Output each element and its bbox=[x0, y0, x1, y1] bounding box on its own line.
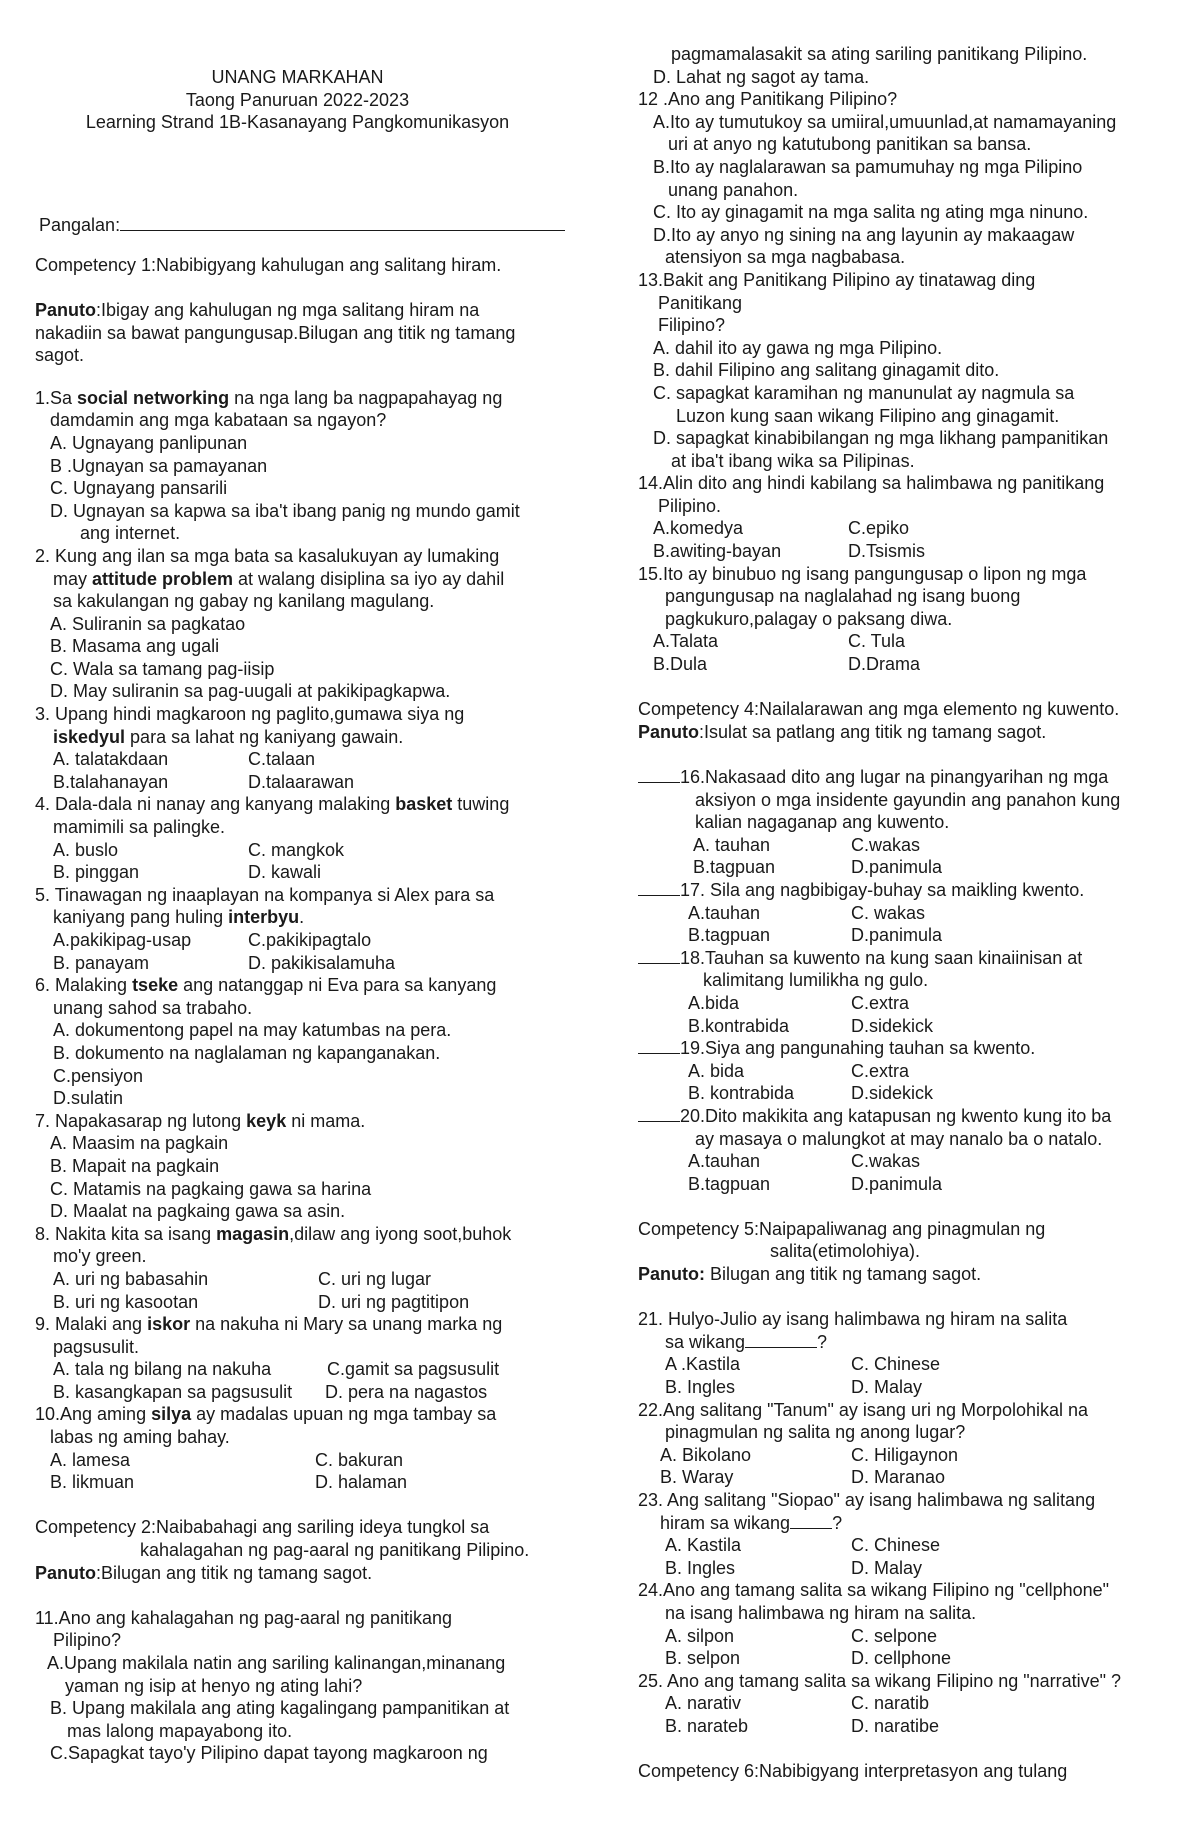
question-21: 21. Hulyo-Julio ay isang halimbawa ng hiram na salita sa wikang ? A .Kastila C. Chinese B. Ingles D. Malay bbox=[638, 1309, 1068, 1398]
question-9: 9. Malaki ang iskor na nakuha ni Mary sa unang marka ng pagsusulit. A. tala ng bilang na nakuha C.gamit sa pagsusulit B. kasangkapan sa pagsusulit D. pera na nagastos bbox=[35, 1314, 503, 1402]
option[interactable]: A.Upang makilala natin ang sariling kalinangan,minanang bbox=[47, 1653, 506, 1673]
option[interactable]: B. likmuan bbox=[50, 1472, 135, 1493]
option[interactable]: C. Matamis na pagkaing gawa sa harina bbox=[50, 1178, 372, 1199]
option[interactable]: C. selpone bbox=[851, 1625, 938, 1646]
option[interactable]: B. narateb bbox=[665, 1715, 749, 1736]
option: B. kontrabida bbox=[688, 1083, 795, 1104]
question-20: 20.Dito makikita ang katapusan ng kwento kung ito ba ay masaya o malungkot at may nanalo ba o natalo. A.tauhan C.wakas B.tagpuan D.panimula bbox=[638, 1105, 1183, 1195]
option[interactable]: A. dahil ito ay gawa ng mga Pilipino. bbox=[653, 337, 943, 358]
option[interactable]: D.sulatin bbox=[53, 1088, 124, 1109]
option[interactable]: C.pakikipagtalo bbox=[248, 930, 372, 950]
question-17: 17. Sila ang nagbibigay-buhay sa maikling kwento. A.tauhan C. wakas B.tagpuan D.panimula bbox=[638, 879, 1183, 947]
option[interactable]: B. Masama ang ugali bbox=[50, 636, 220, 657]
option[interactable]: D. kawali bbox=[248, 862, 322, 883]
option[interactable]: C. Chinese bbox=[851, 1535, 941, 1556]
option[interactable]: C.Sapagkat tayo'y Pilipino dapat tayong magkaroon ng bbox=[50, 1743, 488, 1764]
option[interactable]: D. cellphone bbox=[851, 1648, 952, 1669]
option[interactable]: B.awiting-bayan bbox=[653, 541, 782, 562]
option: B.tagpuan bbox=[693, 857, 776, 878]
question-10: 10.Ang aming silya ay madalas upuan ng mga tambay sa labas ng aming bahay. A. lamesa C. bakuran B. likmuan D. halaman bbox=[35, 1404, 497, 1493]
answer-blank[interactable] bbox=[790, 1512, 832, 1529]
option[interactable]: D. Maranao bbox=[851, 1467, 946, 1488]
option[interactable]: C. naratib bbox=[851, 1693, 930, 1714]
question-7: 7. Napakasarap ng lutong keyk ni mama. A. Maasim na pagkain B. Mapait na pagkain C. Matamis na pagkaing gawa sa harina D. Maalat na pagkaing gawa sa asin. bbox=[35, 1110, 580, 1223]
option[interactable]: A.pakikipag-usap bbox=[53, 930, 192, 950]
option[interactable]: B. pinggan bbox=[53, 862, 140, 883]
option[interactable]: C. Hiligaynon bbox=[851, 1444, 959, 1465]
panuto-1: Panuto:Ibigay ang kahulugan ng mga salitang hiram na bbox=[35, 299, 480, 320]
option[interactable]: C. Ugnayang pansarili bbox=[50, 478, 228, 499]
panuto-2: Panuto:Bilugan ang titik ng tamang sagot. bbox=[35, 1562, 373, 1583]
option[interactable]: D. pera na nagastos bbox=[325, 1381, 488, 1402]
option[interactable]: D. Lahat ng sagot ay tama. bbox=[653, 66, 870, 87]
header-title: UNANG MARKAHAN bbox=[211, 67, 384, 87]
question-2: 2. Kung ang ilan sa mga bata sa kasalukuyan ay lumaking may attitude problem at walang disiplina sa iyo ay dahil sa kakulangan ng gabay ng kanilang magulang. A. Suliranin sa pagkatao B. Masama ang ugali C. Wala sa tamang pag-iisip D. May suliranin sa pag-uugali at pakikipagkapwa. bbox=[35, 545, 580, 703]
option[interactable]: D. Maalat na pagkaing gawa sa asin. bbox=[50, 1201, 346, 1222]
option[interactable]: C. Chinese bbox=[851, 1354, 941, 1375]
option: A. bida bbox=[688, 1060, 745, 1081]
option: D.panimula bbox=[851, 925, 943, 946]
option[interactable]: B.talahanayan bbox=[53, 771, 169, 792]
option: C.extra bbox=[851, 992, 910, 1013]
option[interactable]: C. Ito ay ginagamit na mga salita ng ating mga ninuno. bbox=[653, 202, 1089, 223]
question-3: 3. Upang hindi magkaroon ng paglito,gumawa siya ng iskedyul para sa lahat ng kaniyang gawain. A. talatakdaan C.talaan B.talahanayan D.talaarawan bbox=[35, 704, 465, 792]
option[interactable]: B. Waray bbox=[660, 1467, 734, 1488]
question-13: 13.Bakit ang Panitikang Pilipino ay tinatawag ding Panitikang Filipino? A. dahil ito ay gawa ng mga Pilipino. B. dahil Filipino ang salitang ginagamit dito. C. sapagkat karamihan ng manunulat ay nagmula sa Luzon kung saan wikang Filipino ang ginagamit. D. sapagkat kinabibilangan ng mga likhang pampanitikan at iba't ibang wika sa Pilipinas. bbox=[638, 269, 1183, 472]
option[interactable]: A. Maasim na pagkain bbox=[50, 1133, 229, 1154]
option[interactable]: B .Ugnayan sa pamayanan bbox=[50, 455, 268, 476]
option[interactable]: B. dokumento na naglalaman ng kapanganakan. bbox=[53, 1042, 441, 1063]
option: B.kontrabida bbox=[688, 1015, 790, 1036]
question-25: 25. Ano ang tamang salita sa wikang Filipino ng "narrative" ? A. narativ C. naratib B. narateb D. naratibe bbox=[638, 1670, 1122, 1736]
option: D.panimula bbox=[851, 1173, 943, 1194]
question-23: 23. Ang salitang "Siopao" ay isang halimbawa ng salitang hiram sa wikang ? A. Kastila C. Chinese B. Ingles D. Malay bbox=[638, 1490, 1096, 1578]
answer-blank[interactable] bbox=[638, 1037, 680, 1054]
option[interactable]: A. dokumentong papel na may katumbas na pera. bbox=[53, 1020, 452, 1041]
panuto-5: Panuto: Bilugan ang titik ng tamang sagot. bbox=[638, 1264, 982, 1285]
option: C.extra bbox=[851, 1060, 910, 1081]
name-field[interactable] bbox=[120, 214, 565, 231]
name-row bbox=[35, 214, 580, 237]
option[interactable]: A. Kastila bbox=[665, 1535, 742, 1556]
option[interactable]: C. Wala sa tamang pag-iisip bbox=[50, 658, 275, 679]
question-12: 12 .Ano ang Panitikang Pilipino? A.Ito ay tumutukoy sa umiiral,umuunlad,at namamayaning uri at anyo ng katutubong panitikan sa bansa. B.Ito ay naglalarawan sa pamumuhay ng mga Pilipino unang panahon. C. Ito ay ginagamit na mga salita ng ating mga ninuno. D.Ito ay anyo ng sining na ang layunin ay makaagaw atensiyon sa mga nagbabasa. bbox=[638, 88, 1183, 269]
option[interactable]: D. halaman bbox=[315, 1472, 408, 1493]
learning-strand: Learning Strand 1B-Kasanayang Pangkomunikasyon bbox=[85, 112, 510, 133]
option[interactable]: D. Malay bbox=[851, 1557, 923, 1578]
option: D.panimula bbox=[851, 857, 943, 878]
option: C.wakas bbox=[851, 834, 921, 855]
answer-blank[interactable] bbox=[638, 1105, 680, 1122]
option[interactable]: C. bakuran bbox=[315, 1449, 404, 1470]
option: B.tagpuan bbox=[688, 1173, 771, 1194]
option: C. wakas bbox=[851, 902, 926, 923]
competency-2: Competency 2:Naibabahagi ang sariling ideya tungkol sa bbox=[35, 1517, 490, 1538]
competency-5: Competency 5:Naipapaliwanag ang pinagmulan ng bbox=[638, 1218, 1046, 1239]
option[interactable]: D. Malay bbox=[851, 1377, 923, 1398]
question-19: 19.Siya ang pangunahing tauhan sa kwento. A. bida C.extra B. kontrabida D.sidekick bbox=[638, 1037, 1183, 1105]
option: D.sidekick bbox=[851, 1015, 934, 1036]
option[interactable]: A. narativ bbox=[665, 1693, 742, 1714]
panuto-4: Panuto:Isulat sa patlang ang titik ng tamang sagot. bbox=[638, 721, 1047, 742]
option[interactable]: A. talatakdaan bbox=[53, 749, 169, 770]
competency-4: Competency 4:Nailalarawan ang mga elemento ng kuwento. bbox=[638, 699, 1120, 720]
option[interactable]: D.Ito ay anyo ng sining na ang layunin ay makaagaw bbox=[653, 224, 1075, 245]
option[interactable]: C.gamit sa pagsusulit bbox=[327, 1359, 500, 1380]
option[interactable]: C. sapagkat karamihan ng manunulat ay nagmula sa bbox=[653, 382, 1075, 403]
option[interactable]: B.Ito ay naglalarawan sa pamumuhay ng mga Pilipino bbox=[653, 156, 1083, 177]
option[interactable]: D.talaarawan bbox=[248, 771, 355, 792]
option: C.wakas bbox=[851, 1151, 921, 1172]
option[interactable]: A. uri ng babasahin bbox=[53, 1268, 209, 1289]
option[interactable]: C.pensiyon bbox=[53, 1065, 144, 1086]
option[interactable]: A. lamesa bbox=[50, 1449, 131, 1470]
name-label: Pangalan: bbox=[39, 214, 121, 235]
answer-blank[interactable] bbox=[638, 766, 680, 783]
option[interactable]: D. sapagkat kinabibilangan ng mga likhang pampanitikan bbox=[653, 428, 1109, 449]
question-18: 18.Tauhan sa kuwento na kung saan kinaiinisan at kalimitang lumilikha ng gulo. A.bida C.extra B.kontrabida D.sidekick bbox=[638, 947, 1183, 1037]
option[interactable]: B. dahil Filipino ang salitang ginagamit dito. bbox=[653, 360, 1000, 381]
option[interactable]: A.Talata bbox=[653, 631, 719, 652]
question-4: 4. Dala-dala ni nanay ang kanyang malaking basket tuwing mamimili sa palingke. A. buslo C. mangkok B. pinggan D. kawali bbox=[35, 794, 510, 883]
option[interactable]: A. silpon bbox=[665, 1625, 735, 1646]
question-16: 16.Nakasaad dito ang lugar na pinangyarihan ng mga aksiyon o mga insidente gayundin ang panahon kung kalian nagaganap ang kuwento. A. tauhan C.wakas B.tagpuan D.panimula bbox=[638, 766, 1183, 879]
option[interactable]: A. Ugnayang panlipunan bbox=[50, 432, 248, 453]
question-5: 5. Tinawagan ng inaaplayan na kompanya si Alex para sa kaniyang pang huling interbyu. A.pakikipag-usap C.pakikipagtalo B. panayam D. pakikisalamuha bbox=[35, 884, 495, 973]
option[interactable]: A. Bikolano bbox=[660, 1444, 752, 1465]
option[interactable]: D. pakikisalamuha bbox=[248, 952, 396, 973]
option[interactable]: B. uri ng kasootan bbox=[53, 1291, 199, 1312]
option[interactable]: D. uri ng pagtitipon bbox=[318, 1291, 470, 1312]
option[interactable]: A. buslo bbox=[53, 839, 119, 860]
option: D.sidekick bbox=[851, 1083, 934, 1104]
competency-6: Competency 6:Nabibigyang interpretasyon ang tulang bbox=[638, 1761, 1068, 1782]
option[interactable]: A. tala ng bilang na nakuha bbox=[53, 1359, 272, 1380]
option[interactable]: D. Ugnayan sa kapwa sa iba't ibang panig ng mundo gamit bbox=[50, 500, 520, 521]
option[interactable]: C.epiko bbox=[848, 518, 910, 539]
question-1: 1.Sa social networking na nga lang ba nagpapahayag ng damdamin ang mga kabataan sa ngayon? A. Ugnayang panlipunan B .Ugnayan sa pamayanan C. Ugnayang pansarili D. Ugnayan sa kapwa sa iba't ibang panig ng mundo gamit ang internet. bbox=[35, 387, 580, 545]
option[interactable]: C.talaan bbox=[248, 749, 316, 770]
option[interactable]: B. Mapait na pagkain bbox=[50, 1155, 220, 1176]
option[interactable]: A.Ito ay tumutukoy sa umiiral,umuunlad,at namamayaning bbox=[653, 111, 1117, 132]
option[interactable]: B. kasangkapan sa pagsusulit bbox=[53, 1381, 293, 1402]
option[interactable]: A .Kastila bbox=[665, 1354, 741, 1375]
option: B.tagpuan bbox=[688, 925, 771, 946]
option[interactable]: B.Dula bbox=[653, 654, 708, 675]
option[interactable]: A. Suliranin sa pagkatao bbox=[50, 613, 246, 634]
question-8: 8. Nakita kita sa isang magasin,dilaw ang iyong soot,buhok mo'y green. A. uri ng babasahin C. uri ng lugar B. uri ng kasootan D. uri ng pagtitipon bbox=[35, 1223, 512, 1312]
option[interactable]: D.Drama bbox=[848, 654, 921, 675]
option[interactable]: C. mangkok bbox=[248, 839, 345, 860]
option[interactable]: D. naratibe bbox=[851, 1715, 940, 1736]
question-15: 15.Ito ay binubuo ng isang pangungusap o lipon ng mga pangungusap na naglalahad ng isang buong pagkukuro,palagay o paksang diwa. A.Talata C. Tula B.Dula D.Drama bbox=[638, 563, 1087, 675]
school-year: Taong Panuruan 2022-2023 bbox=[185, 89, 410, 110]
option[interactable]: D. May suliranin sa pag-uugali at pakikipagkapwa. bbox=[50, 681, 451, 702]
option: A. tauhan bbox=[693, 834, 771, 855]
option[interactable]: C. Tula bbox=[848, 631, 906, 652]
left-column: UNANG MARKAHAN Taong Panuruan 2022-2023 Learning Strand 1B-Kasanayang Pangkomunikasyon Pangalan: Competency 1:Nabibigyang kahulugan ang salitang hiram. Panuto:Ibigay ang kahulugan ng mga salitang hiram na nakadiin sa bawat pangungusap.Bilugan ang titik ng tamang sagot. 1.Sa social networking na nga lang ba nagpapahayag ng damdamin ang mga kabataan sa ngayon? A. Ugnayang panlipunan B .Ugnayan sa pamayanan C. Ugnayang pansarili D. Ugnayan sa kapwa sa iba't ibang panig ng mundo gamit ang internet. 2. Kung ang ilan sa mga bata sa kasalukuyan ay lumaking may attitude problem at walang disiplina sa iyo ay dahil sa kakulangan ng gabay ng kanilang magulang. A. Suliranin sa pagkatao B. Masama ang ugali C. Wala sa tamang pag-iisip D. May suliranin sa pag-uugali at pakikipagkapwa. 3. Upang hindi magkaroon ng paglito,gumawa siya ng iskedyul para sa lahat ng kaniyang gawain. A. talatakdaan C.talaan B.talahanayan D.talaarawan 4. Dala-dala ni nanay ang kanyang malaking basket tuwing mamimili sa palingke. A. buslo C. mangkok B. pinggan D. kawali 5. Tinawagan ng inaaplayan na kompanya si Alex para sa kaniyang pang huling interbyu. A.pakikipag-usap C.pakikipagtalo B. panayam D. pakikisalamuha 6. Malaking tseke ang natanggap ni Eva para sa kanyang unang sahod sa trabaho. A. dokumentong papel na may katumbas na pera. B. dokumento na naglalaman ng kapanganakan. C.pensiyon D.sulatin 7. Napakasarap ng lutong keyk ni mama. A. Maasim na pagkain B. Mapait na pagkain C. Matamis na pagkaing gawa sa harina D. Maalat na pagkaing gawa sa asin. 8. Nakita kita sa isang magasin,dilaw ang iyong soot,buhok mo'y green. A. uri ng babasahin C. uri ng lugar B. uri ng kasootan D. uri ng pagtitipon 9. Malaki ang iskor na nakuha ni Mary sa unang marka ng pagsusulit. A. tala ng bilang na nakuha C.gamit sa pagsusulit B. kasangkapan sa pagsusulit D. pera na nagastos 10.Ang aming silya ay madalas upuan ng mga tambay sa labas ng aming bahay. A. lamesa C. bakuran B. likmuan D. halaman Competency 2:Naibabahagi ang sariling ideya tungkol sa kahalagahan ng pag-aaral ng panitikang Pilipino. Panuto:Bilugan ang titik ng tamang sagot. 11.Ano ang kahalagahan ng pag-aaral ng panitikang Pilipino? A.Upang makilala natin ang sariling kalinangan,minanang yaman ng isip at henyo ng ating lahi? B. Upang makilala ang ating kagalingang pampanitikan at mas lalong mapayabong ito. C.Sapagkat tayo'y Pilipino dapat tayong magkaroon ng bbox=[35, 0, 580, 1765]
answer-blank[interactable] bbox=[745, 1331, 817, 1348]
option: A.tauhan bbox=[688, 902, 761, 923]
option[interactable]: B. Ingles bbox=[665, 1377, 736, 1398]
option[interactable]: B. panayam bbox=[53, 952, 150, 973]
question-24: 24.Ano ang tamang salita sa wikang Filipino ng "cellphone" na isang halimbawa ng hiram na salita. A. silpon C. selpone B. selpon D. cellphone bbox=[638, 1580, 1110, 1669]
answer-blank[interactable] bbox=[638, 947, 680, 964]
question-14: 14.Alin dito ang hindi kabilang sa halimbawa ng panitikang Pilipino. A.komedya C.epiko B.awiting-bayan D.Tsismis bbox=[638, 473, 1105, 562]
right-column: pagmamalasakit sa ating sariling panitikang Pilipino. D. Lahat ng sagot ay tama. 12 .Ano ang Panitikang Pilipino? A.Ito ay tumutukoy sa umiiral,umuunlad,at namamayaning uri at anyo ng katutubong panitikan sa bansa. B.Ito ay naglalarawan sa pamumuhay ng mga Pilipino unang panahon. C. Ito ay ginagamit na mga salita ng ating mga ninuno. D.Ito ay anyo ng sining na ang layunin ay makaagaw atensiyon sa mga nagbabasa. 13.Bakit ang Panitikang Pilipino ay tinatawag ding Panitikang Filipino? A. dahil ito ay gawa ng mga Pilipino. B. dahil Filipino ang salitang ginagamit dito. C. sapagkat karamihan ng manunulat ay nagmula sa Luzon kung saan wikang Filipino ang ginagamit. D. sapagkat kinabibilangan ng mga likhang pampanitikan at iba't ibang wika sa Pilipinas. 14.Alin dito ang hindi kabilang sa halimbawa ng panitikang Pilipino. A.komedya C.epiko B.awiting-bayan D.Tsismis 15.Ito ay binubuo ng isang pangungusap o lipon ng mga pangungusap na naglalahad ng isang buong pagkukuro,palagay o paksang diwa. A.Talata C. Tula B.Dula D.Drama Competency 4:Nailalarawan ang mga elemento ng kuwento. Panuto:Isulat sa patlang ang titik ng tamang sagot. 16.Nakasaad dito ang lugar na pinangyarihan ng mga aksiyon o mga insidente gayundin ang panahon kung kalian nagaganap ang kuwento. A. tauhan C.wakas B.tagpuan D.panimula 17. Sila ang nagbibigay-buhay sa maikling kwento. A.tauhan C. wakas B.tagpuan D.panimula 18.Tauhan sa kuwento na kung saan kinaiinisan at kalimitang lumilikha ng gulo. A.bida C.extra B.kontrabida D.sidekick 19.Siya ang pangunahing tauhan sa kwento. A. bida C.extra B. kontrabida D.sidekick 20.Dito makikita ang katapusan ng kwento kung ito ba ay masaya o malungkot at may nanalo ba o natalo. A.tauhan C.wakas B.tagpuan D.panimula Competency 5:Naipapaliwanag ang pinagmulan ng salita(etimolohiya). Panuto: Bilugan ang titik ng tamang sagot. 21. Hulyo-Julio ay isang halimbawa ng hiram na salita sa wikang ? A .Kastila C. Chinese B. Ingles D. Malay 22.Ang salitang "Tanum" ay isang uri ng Morpolohikal na pinagmulan ng salita ng anong lugar? A. Bikolano C. Hiligaynon B. Waray D. Maranao 23. Ang salitang "Siopao" ay isang halimbawa ng salitang hiram sa wikang ? A. Kastila C. Chinese B. Ingles D. Malay 24.Ano ang tamang salita sa wikang Filipino ng "cellphone" na isang halimbawa ng hiram na salita. A. silpon C. selpone B. selpon D. cellphone 25. Ano ang tamang salita sa wikang Filipino ng "narrative" ? A. narativ C. naratib B. narateb D. naratibe Competency 6:Nabibigyang interpretasyon ang tulang bbox=[638, 0, 1183, 1783]
option[interactable]: A.komedya bbox=[653, 518, 744, 539]
option: A.bida bbox=[688, 992, 740, 1013]
option[interactable]: B. Upang makilala ang ating kagalingang pampanitikan at bbox=[50, 1698, 510, 1719]
option[interactable]: C. uri ng lugar bbox=[318, 1268, 432, 1289]
option[interactable]: B. selpon bbox=[665, 1648, 741, 1669]
answer-blank[interactable] bbox=[638, 879, 680, 896]
question-22: 22.Ang salitang "Tanum" ay isang uri ng Morpolohikal na pinagmulan ng salita ng anong lugar? A. Bikolano C. Hiligaynon B. Waray D. Maranao bbox=[638, 1399, 1089, 1488]
option[interactable]: D.Tsismis bbox=[848, 541, 925, 562]
question-11: 11.Ano ang kahalagahan ng pag-aaral ng panitikang Pilipino? A.Upang makilala natin ang sariling kalinangan,minanang yaman ng isip at henyo ng ating lahi? B. Upang makilala ang ating kagalingang pampanitikan at mas lalong mapayabong ito. C.Sapagkat tayo'y Pilipino dapat tayong magkaroon ng bbox=[35, 1607, 580, 1765]
option[interactable]: B. Ingles bbox=[665, 1557, 736, 1578]
competency-1: Competency 1:Nabibigyang kahulugan ang salitang hiram. bbox=[35, 255, 502, 276]
question-6: 6. Malaking tseke ang natanggap ni Eva para sa kanyang unang sahod sa trabaho. A. dokumentong papel na may katumbas na pera. B. dokumento na naglalaman ng kapanganakan. C.pensiyon D.sulatin bbox=[35, 974, 580, 1110]
option: A.tauhan bbox=[688, 1151, 761, 1172]
